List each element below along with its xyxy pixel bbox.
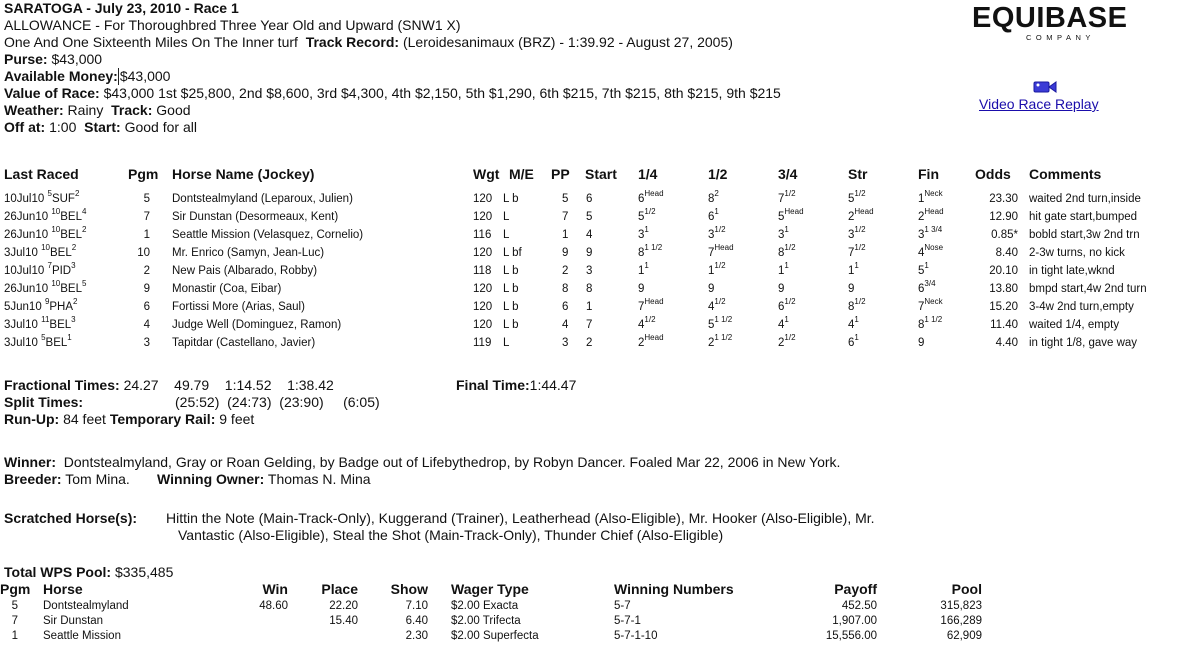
pos-stretch-margin: 1 — [854, 333, 859, 343]
col-stretch: Str — [848, 166, 868, 182]
pos-three-quarter: 9 — [778, 283, 785, 295]
last-race-position: 4 — [81, 207, 87, 217]
pos-half: $2^{1 1/2}$ — [708, 333, 733, 349]
pos-stretch-margin: 1 — [854, 315, 859, 325]
pos-finish-margin: Nose — [924, 243, 944, 253]
pos-three-quarter-margin: 1/2 — [784, 297, 796, 307]
pos-three-quarter: $3^1$ — [778, 225, 789, 241]
pos-stretch-margin: 1 — [854, 261, 859, 271]
last-raced: 26Jun10 $^{10}$BEL$^5$ — [4, 279, 87, 295]
last-race-position: 2 — [74, 189, 80, 199]
pos-stretch-margin: 1/2 — [854, 225, 866, 235]
pos-half-margin: 2 — [714, 189, 719, 199]
odds: 20.10 — [989, 265, 1018, 277]
pos-finish-margin: 1 3/4 — [924, 225, 943, 235]
last-race-position: 3 — [71, 315, 76, 325]
start-position: 9 — [586, 247, 593, 259]
pos-three-quarter: $5^{Head}$ — [778, 207, 804, 223]
race-distance: One And One Sixteenth Miles On The Inner turf Track Record: (Leroidesanimaux (BRZ) - 1:39.92 - August 27, 2005) — [4, 34, 733, 50]
pos-half-margin: 1 1/2 — [714, 315, 733, 325]
program-number: 6 — [143, 301, 150, 313]
comment: bmpd start,4w 2nd turn — [1029, 283, 1147, 295]
pos-half: $7^{Head}$ — [708, 243, 734, 259]
last-race-position: 5 — [81, 279, 87, 289]
purse: Purse: $43,000 — [4, 51, 103, 67]
last-race-number: 5 — [41, 333, 46, 343]
program-number: 7 — [143, 211, 150, 223]
col-pgm: Pgm — [128, 166, 159, 182]
pos-stretch: $5^{1/2}$ — [848, 189, 866, 205]
pos-stretch: $1^1$ — [848, 261, 859, 277]
pos-finish: $2^{Head}$ — [918, 207, 944, 223]
pos-half-margin: Head — [714, 243, 734, 253]
comment: hit gate start,bumped — [1029, 211, 1138, 223]
odds: 11.40 — [990, 319, 1018, 331]
video-race-replay-link[interactable]: Video Race Replay — [979, 96, 1099, 112]
comment: in tight 1/8, gave way — [1029, 337, 1138, 349]
program-number: 3 — [143, 337, 150, 349]
pay-win: 48.60 — [259, 600, 288, 612]
last-race-number: 10 — [41, 243, 50, 253]
med-equip: L b — [503, 265, 519, 277]
program-number: 9 — [143, 283, 150, 295]
pos-half-margin: 1 — [714, 207, 719, 217]
horse-jockey: Mr. Enrico (Samyn, Jean-Luc) — [172, 247, 325, 259]
horse-jockey: Tapitdar (Castellano, Javier) — [172, 337, 316, 349]
pos-quarter: $5^{1/2}$ — [638, 207, 656, 223]
pos-three-quarter: $2^{1/2}$ — [778, 333, 796, 349]
total-wps-pool: Total WPS Pool: $335,485 — [4, 564, 174, 580]
pos-quarter-margin: 1/2 — [644, 315, 656, 325]
col-last-raced: Last Raced — [4, 166, 79, 182]
pay-payoff: 452.50 — [841, 600, 877, 612]
pos-stretch: $4^1$ — [848, 315, 859, 331]
med-equip: L — [503, 211, 510, 223]
pos-finish: $3^{1 3/4}$ — [918, 225, 943, 241]
program-number: 4 — [143, 319, 150, 331]
pay-col-wager: Wager Type — [451, 581, 529, 597]
pos-finish-margin: Head — [924, 207, 944, 217]
odds: 8.40 — [995, 247, 1018, 259]
pos-half: $6^1$ — [708, 207, 719, 223]
pay-wager-type: $2.00 Superfecta — [451, 630, 539, 642]
pos-finish: 9 — [918, 337, 925, 349]
start-position: 1 — [586, 301, 593, 313]
comment: 2-3w turns, no kick — [1029, 247, 1125, 259]
pos-finish: $6^{3/4}$ — [918, 279, 936, 295]
last-race-position: 2 — [73, 297, 78, 307]
pos-half-margin: 1/2 — [714, 225, 726, 235]
pay-col-place: Place — [321, 581, 358, 597]
program-number: 5 — [143, 193, 150, 205]
start-position: 2 — [586, 337, 593, 349]
pos-half-margin: 1/2 — [714, 297, 726, 307]
col-three-quarter: 3/4 — [778, 166, 798, 182]
pos-half: $1^{1/2}$ — [708, 261, 726, 277]
pay-place: 15.40 — [329, 615, 358, 627]
pos-finish-margin: Neck — [924, 297, 943, 307]
pay-col-numbers: Winning Numbers — [614, 581, 734, 597]
pay-payoff: 1,907.00 — [832, 615, 877, 627]
pos-three-quarter-margin: 1 — [784, 315, 789, 325]
pos-quarter: $8^{1 1/2}$ — [638, 243, 663, 259]
comment: in tight late,wknd — [1029, 265, 1115, 277]
pos-half: $3^{1/2}$ — [708, 225, 726, 241]
post-position: 3 — [562, 337, 569, 349]
post-position: 5 — [562, 193, 569, 205]
pos-quarter: $2^{Head}$ — [638, 333, 664, 349]
pos-finish-margin: 1 — [924, 261, 929, 271]
off-at-start: Off at: 1:00 Start: Good for all — [4, 119, 197, 135]
pay-show: 2.30 — [405, 630, 428, 642]
last-raced: 10Jul10 $^5$SUF$^2$ — [4, 189, 80, 205]
last-race-position: 3 — [71, 261, 76, 271]
pos-three-quarter-margin: 1 — [784, 225, 789, 235]
pos-stretch: $8^{1/2}$ — [848, 297, 866, 313]
col-me: M/E — [509, 166, 534, 182]
post-position: 7 — [562, 211, 569, 223]
pay-pool: 62,909 — [946, 630, 982, 642]
pos-three-quarter: $6^{1/2}$ — [778, 297, 796, 313]
pos-half: $4^{1/2}$ — [708, 297, 726, 313]
odds: 4.40 — [995, 337, 1018, 349]
equibase-logo: EQUIBASE — [972, 2, 1128, 34]
pay-pgm: 5 — [11, 600, 18, 612]
last-raced: 3Jul10 $^{11}$BEL$^3$ — [4, 315, 76, 331]
last-race-position: 2 — [81, 225, 87, 235]
weight: 116 — [473, 229, 492, 241]
start-position: 4 — [586, 229, 593, 241]
pos-three-quarter: $7^{1/2}$ — [778, 189, 796, 205]
pos-quarter-margin: 1 1/2 — [644, 243, 663, 253]
split-times-label: Split Times: — [4, 394, 84, 410]
post-position: 2 — [562, 265, 569, 277]
pos-quarter-margin: 1 — [644, 225, 649, 235]
start-position: 6 — [586, 193, 593, 205]
pos-stretch-margin: 1/2 — [854, 243, 866, 253]
pos-quarter: $3^1$ — [638, 225, 649, 241]
pay-col-pool: Pool — [951, 581, 982, 597]
pos-finish: $7^{Neck}$ — [918, 297, 943, 313]
odds: 15.20 — [989, 301, 1018, 313]
pos-three-quarter-margin: 1 — [784, 261, 789, 271]
pay-col-payoff: Payoff — [834, 581, 877, 597]
col-comments: Comments — [1029, 166, 1102, 182]
scratched-line-2: Vantastic (Also-Eligible), Steal the Shot (Main-Track-Only), Thunder Chief (Also-Eligible) — [178, 527, 724, 543]
pay-pool: 166,289 — [940, 615, 982, 627]
start-position: 7 — [586, 319, 593, 331]
breeder-owner: Breeder: Tom Mina. Winning Owner: Thomas N. Mina — [4, 471, 371, 487]
comment: 3-4w 2nd turn,empty — [1029, 301, 1134, 313]
pos-stretch: 9 — [848, 283, 855, 295]
odds: 13.80 — [989, 283, 1018, 295]
pos-half: $8^2$ — [708, 189, 719, 205]
pos-half-margin: 1 1/2 — [714, 333, 733, 343]
start-position: 5 — [586, 211, 593, 223]
pos-stretch: $6^1$ — [848, 333, 859, 349]
weight: 120 — [473, 247, 493, 259]
weight: 120 — [473, 319, 493, 331]
video-camera-icon[interactable] — [1033, 80, 1057, 94]
pay-col-show: Show — [390, 581, 428, 597]
weight: 119 — [473, 337, 492, 349]
pay-pool: 315,823 — [940, 600, 982, 612]
final-time: Final Time:1:44.47 — [456, 377, 577, 393]
med-equip: L — [503, 229, 510, 241]
pos-quarter-margin: Head — [644, 189, 664, 199]
pos-finish-margin: 3/4 — [924, 279, 936, 289]
horse-jockey: Dontstealmyland (Leparoux, Julien) — [172, 193, 353, 205]
pay-show: 6.40 — [405, 615, 428, 627]
pay-col-win: Win — [262, 581, 288, 597]
post-position: 9 — [562, 247, 569, 259]
col-quarter: 1/4 — [638, 166, 658, 182]
weight: 118 — [473, 265, 492, 277]
start-position: 8 — [586, 283, 593, 295]
pos-three-quarter-margin: 1/2 — [784, 333, 796, 343]
last-race-number: 5 — [47, 189, 52, 199]
program-number: 2 — [143, 265, 150, 277]
pos-quarter-margin: Head — [644, 297, 664, 307]
pos-three-quarter-margin: 1/2 — [784, 189, 796, 199]
pos-finish-margin: Neck — [924, 189, 943, 199]
last-race-position: 1 — [67, 333, 72, 343]
pos-three-quarter-margin: 1/2 — [784, 243, 796, 253]
weight: 120 — [473, 283, 493, 295]
pos-half-margin: 1/2 — [714, 261, 726, 271]
horse-jockey: Fortissi More (Arias, Saul) — [172, 301, 305, 313]
last-raced: 10Jul10 $^7$PID$^3$ — [4, 261, 76, 277]
last-race-number: 9 — [44, 297, 50, 307]
odds: 12.90 — [989, 211, 1018, 223]
med-equip: L b — [503, 193, 519, 205]
horse-jockey: Sir Dunstan (Desormeaux, Kent) — [172, 211, 339, 223]
pos-three-quarter: $4^1$ — [778, 315, 789, 331]
last-raced: 3Jul10 $^5$BEL$^1$ — [4, 333, 72, 349]
pos-three-quarter: $8^{1/2}$ — [778, 243, 796, 259]
med-equip: L b — [503, 319, 519, 331]
horse-jockey: New Pais (Albarado, Robby) — [172, 265, 318, 277]
pay-winning-numbers: 5-7-1-10 — [614, 630, 658, 642]
pos-half: 9 — [708, 283, 715, 295]
odds: 0.85* — [991, 229, 1018, 241]
pay-payoff: 15,556.00 — [825, 630, 877, 642]
pos-quarter: $4^{1/2}$ — [638, 315, 656, 331]
runup-rail: Run-Up: 84 feet Temporary Rail: 9 feet — [4, 411, 255, 427]
comment: waited 2nd turn,inside — [1029, 193, 1141, 205]
med-equip: L b — [503, 283, 519, 295]
weight: 120 — [473, 211, 493, 223]
pos-stretch: $3^{1/2}$ — [848, 225, 866, 241]
pay-col-horse: Horse — [43, 581, 83, 597]
split-times: (25:52) (24:73) (23:90) (6:05) — [175, 394, 380, 410]
pos-quarter: $1^1$ — [638, 261, 649, 277]
last-race-number: 7 — [47, 261, 52, 271]
fractional-times: Fractional Times: 24.27 49.79 1:14.52 1:38.42 — [4, 377, 334, 393]
pos-stretch: $2^{Head}$ — [848, 207, 874, 223]
pay-col-pgm: Pgm — [0, 581, 31, 597]
comment: bobld start,3w 2nd trn — [1029, 229, 1140, 241]
pay-place: 22.20 — [329, 600, 358, 612]
available-money: Available Money: $43,000 — [4, 68, 171, 84]
pos-half: $5^{1 1/2}$ — [708, 315, 733, 331]
odds: 23.30 — [989, 193, 1018, 205]
program-number: 10 — [137, 247, 150, 259]
pay-horse: Seattle Mission — [43, 630, 121, 642]
pay-winning-numbers: 5-7 — [614, 600, 631, 612]
pos-finish: $1^{Neck}$ — [918, 189, 943, 205]
last-race-number: 10 — [51, 279, 61, 289]
pay-horse: Dontstealmyland — [43, 600, 129, 612]
pos-quarter: $6^{Head}$ — [638, 189, 664, 205]
pay-wager-type: $2.00 Trifecta — [451, 615, 521, 627]
pos-stretch-margin: 1/2 — [854, 189, 866, 199]
weight: 120 — [473, 193, 493, 205]
pay-horse: Sir Dunstan — [43, 615, 104, 627]
equibase-logo-sub: COMPANY — [1026, 33, 1095, 42]
race-title: SARATOGA - July 23, 2010 - Race 1 — [4, 0, 239, 16]
col-finish: Fin — [918, 166, 939, 182]
pos-finish: $4^{Nose}$ — [918, 243, 944, 259]
last-race-position: 2 — [71, 243, 77, 253]
pos-finish-margin: 1 1/2 — [924, 315, 943, 325]
post-position: 4 — [562, 319, 569, 331]
pos-quarter: 9 — [638, 283, 645, 295]
pay-pgm: 1 — [11, 630, 18, 642]
col-half: 1/2 — [708, 166, 728, 182]
post-position: 1 — [562, 229, 569, 241]
pos-three-quarter-margin: Head — [784, 207, 804, 217]
pos-quarter: $7^{Head}$ — [638, 297, 664, 313]
med-equip: L — [503, 337, 510, 349]
horse-jockey: Seattle Mission (Velasquez, Cornelio) — [172, 229, 364, 241]
pos-stretch-margin: 1/2 — [854, 297, 866, 307]
col-wgt: Wgt — [473, 166, 500, 182]
pos-stretch: $7^{1/2}$ — [848, 243, 866, 259]
last-raced: 3Jul10 $^{10}$BEL$^2$ — [4, 243, 77, 259]
value-of-race: Value of Race: $43,000 1st $25,800, 2nd $8,600, 3rd $4,300, 4th $2,150, 5th $1,290, 6th $215, 7th $215, 8th $215, 9th $215 — [4, 85, 781, 101]
last-raced: 26Jun10 $^{10}$BEL$^2$ — [4, 225, 87, 241]
last-race-number: 11 — [41, 315, 50, 325]
med-equip: L bf — [503, 247, 522, 259]
start-position: 3 — [586, 265, 593, 277]
horse-jockey: Judge Well (Dominguez, Ramon) — [172, 319, 342, 331]
med-equip: L b — [503, 301, 519, 313]
last-raced: 26Jun10 $^{10}$BEL$^4$ — [4, 207, 87, 223]
pay-wager-type: $2.00 Exacta — [451, 600, 519, 612]
last-raced: 5Jun10 $^9$PHA$^2$ — [4, 297, 78, 313]
pos-quarter-margin: 1/2 — [644, 207, 656, 217]
comment: waited 1/4, empty — [1029, 319, 1120, 331]
race-type: ALLOWANCE - For Thoroughbred Three Year Old and Upward (SNW1 X) — [4, 17, 461, 33]
col-odds: Odds — [975, 166, 1011, 182]
last-race-number: 10 — [51, 225, 61, 235]
pos-stretch-margin: Head — [854, 207, 874, 217]
horse-jockey: Monastir (Coa, Eibar) — [172, 283, 282, 295]
pay-pgm: 7 — [11, 615, 18, 627]
pos-quarter-margin: 1 — [644, 261, 649, 271]
col-pp: PP — [551, 166, 570, 182]
last-race-number: 10 — [51, 207, 61, 217]
scratched-line-1: Hittin the Note (Main-Track-Only), Kuggerand (Trainer), Leatherhead (Also-Eligible), Mr. Hooker (Also-Eligible), Mr. — [166, 510, 875, 526]
pay-show: 7.10 — [405, 600, 428, 612]
pay-winning-numbers: 5-7-1 — [614, 615, 641, 627]
post-position: 6 — [562, 301, 569, 313]
col-horse: Horse Name (Jockey) — [172, 166, 315, 182]
pos-finish: $8^{1 1/2}$ — [918, 315, 943, 331]
pos-finish: $5^1$ — [918, 261, 929, 277]
winner-info: Winner: Dontstealmyland, Gray or Roan Gelding, by Badge out of Lifebythedrop, by Robyn Dancer. Foaled Mar 22, 2006 in New York. — [4, 454, 841, 470]
program-number: 1 — [143, 229, 150, 241]
weight: 120 — [473, 301, 493, 313]
weather-track: Weather: Rainy Track: Good — [4, 102, 191, 118]
post-position: 8 — [562, 283, 569, 295]
scratched-label: Scratched Horse(s): — [4, 510, 138, 526]
col-start: Start — [585, 166, 617, 182]
pos-quarter-margin: Head — [644, 333, 664, 343]
pos-three-quarter: $1^1$ — [778, 261, 789, 277]
